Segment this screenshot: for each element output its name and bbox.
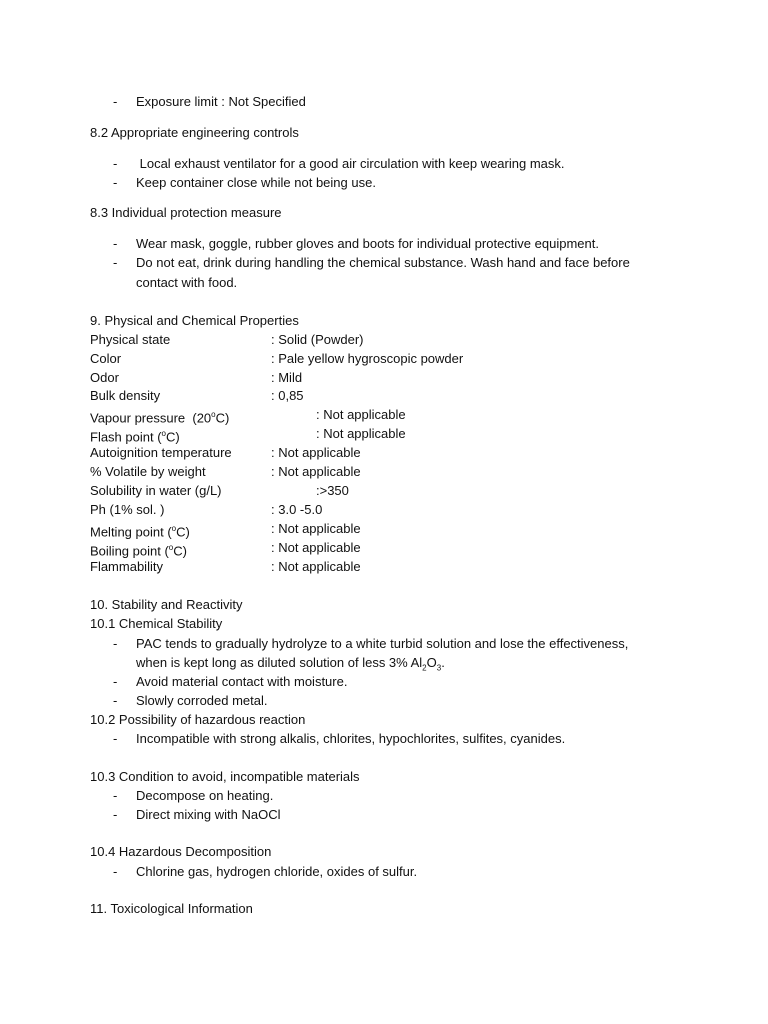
- heading-11: 11. Toxicological Information: [90, 901, 253, 916]
- bullet-dash: -: [113, 255, 118, 270]
- heading-9: 9. Physical and Chemical Properties: [90, 313, 299, 328]
- degree-superscript: o: [171, 524, 177, 533]
- list-item-text: Incompatible with strong alkalis, chlorites, hypochlorites, sulfites, cyanides.: [136, 731, 566, 746]
- label-text: Vapour pressure (20: [90, 410, 212, 426]
- list-item-text: Avoid material contact with moisture.: [136, 674, 348, 689]
- bullet-dash: -: [113, 807, 118, 822]
- heading-10-3: 10.3 Condition to avoid, incompatible materials: [90, 769, 360, 784]
- property-label: Color: [90, 351, 122, 366]
- subscript: 3: [436, 663, 442, 673]
- property-value: : Not applicable: [316, 426, 406, 441]
- text-run: when is kept long as diluted solution of less 3% Al: [136, 655, 423, 670]
- list-item-text: Wear mask, goggle, rubber gloves and boots for individual protective equipment.: [136, 236, 599, 251]
- property-value: : Not applicable: [271, 540, 361, 555]
- heading-8-2: 8.2 Appropriate engineering controls: [90, 125, 299, 140]
- property-value: : Mild: [271, 370, 303, 385]
- list-item-text: Direct mixing with NaOCl: [136, 807, 281, 822]
- property-value: : Not applicable: [271, 521, 361, 536]
- bullet-dash: -: [113, 674, 118, 689]
- degree-superscript: o: [161, 429, 166, 438]
- bullet-dash: -: [113, 731, 118, 746]
- property-label: Physical state: [90, 332, 171, 347]
- property-label: Flammability: [90, 559, 163, 574]
- label-text: Melting point (: [90, 524, 172, 540]
- exposure-limit-text: Exposure limit : Not Specified: [136, 94, 306, 109]
- label-text: C): [173, 543, 187, 559]
- property-value: : Not applicable: [271, 559, 361, 574]
- property-label: Solubility in water (g/L): [90, 483, 222, 498]
- property-value: : 3.0 -5.0: [271, 502, 323, 517]
- text-run: .: [441, 655, 445, 670]
- heading-10: 10. Stability and Reactivity: [90, 597, 243, 612]
- property-value: : Not applicable: [316, 407, 406, 422]
- heading-10-1: 10.1 Chemical Stability: [90, 616, 223, 631]
- bullet-dash: -: [113, 636, 118, 651]
- list-item-text: Slowly corroded metal.: [136, 693, 268, 708]
- property-value: : 0,85: [271, 388, 304, 403]
- degree-superscript: o: [168, 543, 174, 552]
- bullet-dash: -: [113, 94, 118, 109]
- list-item-text: Keep container close while not being use.: [136, 175, 376, 190]
- bullet-dash: -: [113, 156, 118, 171]
- label-text: C): [166, 429, 180, 445]
- property-value: : Solid (Powder): [271, 332, 364, 347]
- list-item-continuation: contact with food.: [136, 275, 238, 290]
- label-text: C): [215, 410, 230, 426]
- list-item-text: Decompose on heating.: [136, 788, 274, 803]
- bullet-dash: -: [113, 864, 118, 879]
- property-value: : Not applicable: [271, 445, 361, 460]
- property-value: : Not applicable: [271, 464, 361, 479]
- bullet-dash: -: [113, 236, 118, 251]
- property-value: : Pale yellow hygroscopic powder: [271, 351, 464, 366]
- bullet-dash: -: [113, 788, 118, 803]
- degree-superscript: o: [211, 410, 216, 419]
- heading-10-4: 10.4 Hazardous Decomposition: [90, 844, 272, 859]
- property-label: Autoignition temperature: [90, 445, 232, 460]
- property-label: % Volatile by weight: [90, 464, 206, 479]
- list-item-text: Chlorine gas, hydrogen chloride, oxides of sulfur.: [136, 864, 418, 879]
- bullet-dash: -: [113, 693, 118, 708]
- property-label: Bulk density: [90, 388, 161, 403]
- bullet-dash: -: [113, 175, 118, 190]
- label-text: C): [176, 524, 190, 540]
- heading-8-3: 8.3 Individual protection measure: [90, 205, 282, 220]
- label-text: Flash point (: [90, 429, 162, 445]
- list-item-text: Local exhaust ventilator for a good air circulation with keep wearing mask.: [136, 156, 565, 171]
- property-label: Ph (1% sol. ): [90, 502, 165, 517]
- heading-10-2: 10.2 Possibility of hazardous reaction: [90, 712, 306, 727]
- subscript: 2: [422, 663, 427, 673]
- list-item-text: PAC tends to gradually hydrolyze to a white turbid solution and lose the effectiveness,: [136, 636, 629, 651]
- text-run: O: [426, 655, 437, 670]
- property-value: :>350: [316, 483, 349, 498]
- list-item-text: Do not eat, drink during handling the chemical substance. Wash hand and face before: [136, 255, 630, 270]
- label-text: Boiling point (: [90, 543, 169, 559]
- property-label: Odor: [90, 370, 119, 385]
